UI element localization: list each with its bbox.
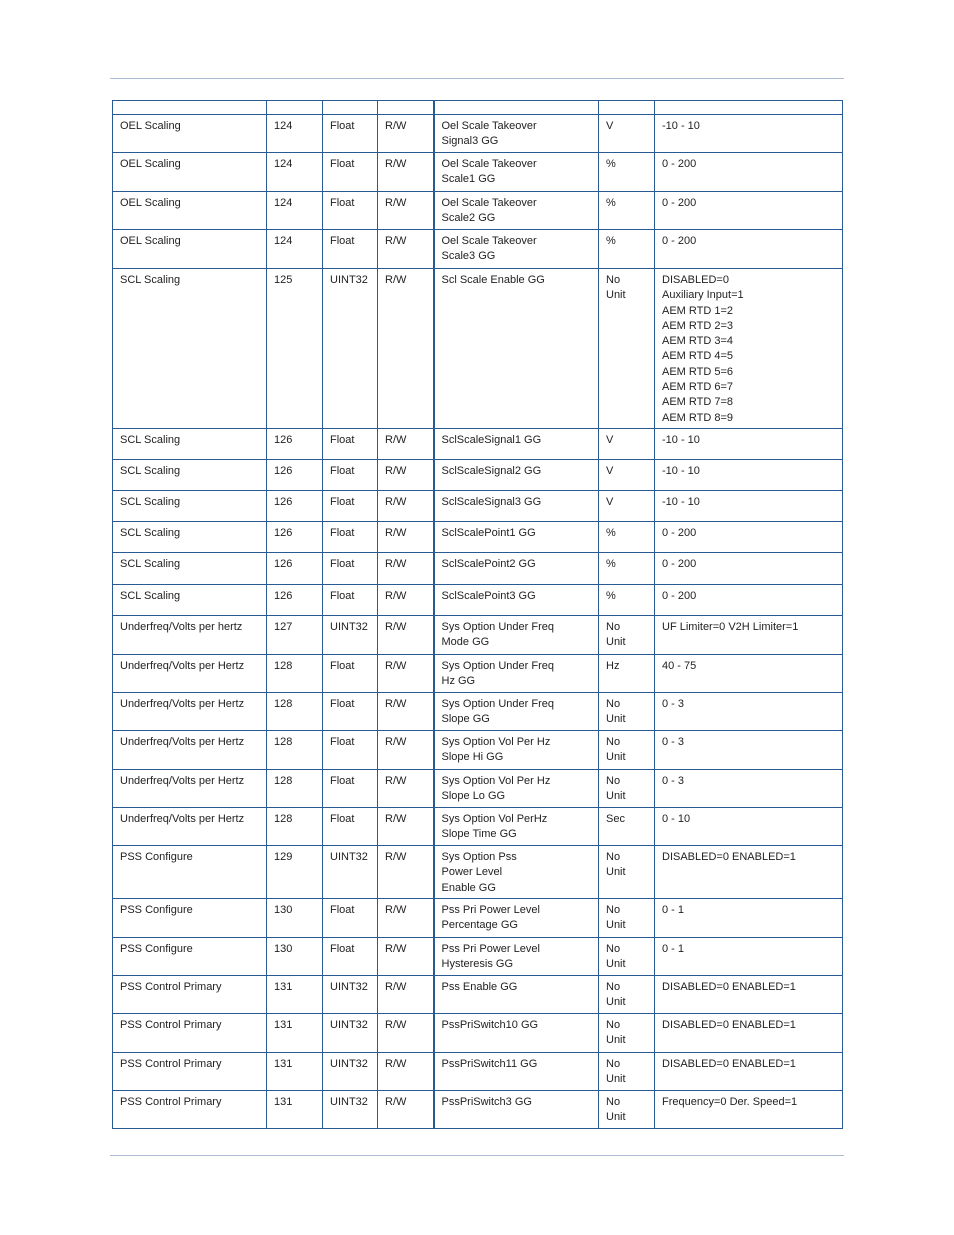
cell-type: Float [323,553,378,585]
cell-range: DISABLED=0 ENABLED=1 [655,846,843,899]
cell-range: 0 - 1 [655,899,843,938]
cell-address: 124 [267,153,323,192]
cell-type: Float [323,585,378,616]
cell-range: 40 - 75 [655,655,843,693]
cell-type: Float [323,770,378,808]
cell-range: 0 - 1 [655,938,843,976]
cell-name: Sys Option Under Freq Slope GG [434,693,599,731]
table-row [113,269,843,429]
cell-address: 128 [267,693,323,731]
table-row [113,731,843,770]
cell-group: PSS Control Primary [113,1053,267,1091]
cell-address: 126 [267,553,323,585]
cell-unit: % [599,553,655,585]
cell-access: R/W [378,899,434,938]
table-row [113,230,843,269]
table-row [113,899,843,938]
cell-name: PssPriSwitch10 GG [434,1014,599,1053]
cell-type: UINT32 [323,846,378,899]
cell-unit: No Unit [599,1091,655,1129]
table-row [113,1053,843,1091]
cell-group: Underfreq/Volts per Hertz [113,655,267,693]
header-cell-access [378,101,434,115]
cell-type: Float [323,429,378,460]
cell-type: Float [323,693,378,731]
table-header-row [113,101,843,115]
cell-range: -10 - 10 [655,491,843,522]
cell-access: R/W [378,1014,434,1053]
cell-unit: % [599,192,655,230]
cell-type: Float [323,655,378,693]
cell-access: R/W [378,976,434,1014]
cell-type: UINT32 [323,1053,378,1091]
cell-address: 129 [267,846,323,899]
cell-address: 126 [267,491,323,522]
cell-name: PssPriSwitch11 GG [434,1053,599,1091]
cell-group: SCL Scaling [113,429,267,460]
table-row [113,846,843,899]
cell-access: R/W [378,269,434,429]
cell-address: 128 [267,808,323,846]
cell-address: 125 [267,269,323,429]
cell-address: 126 [267,522,323,553]
cell-range: -10 - 10 [655,115,843,153]
cell-group: PSS Configure [113,899,267,938]
cell-unit: No Unit [599,731,655,770]
cell-group: Underfreq/Volts per Hertz [113,693,267,731]
cell-range: 0 - 200 [655,153,843,192]
cell-type: UINT32 [323,976,378,1014]
cell-range: 0 - 10 [655,808,843,846]
cell-access: R/W [378,1053,434,1091]
cell-type: Float [323,731,378,770]
cell-name: SclScaleSignal3 GG [434,491,599,522]
cell-unit: No Unit [599,938,655,976]
cell-unit: V [599,460,655,491]
table-row [113,693,843,731]
cell-group: SCL Scaling [113,522,267,553]
cell-group: OEL Scaling [113,230,267,269]
cell-access: R/W [378,846,434,899]
cell-name: Oel Scale Takeover Scale2 GG [434,192,599,230]
cell-type: Float [323,491,378,522]
cell-unit: V [599,115,655,153]
cell-name: Oel Scale Takeover Scale1 GG [434,153,599,192]
cell-address: 124 [267,115,323,153]
cell-group: OEL Scaling [113,115,267,153]
cell-range: 0 - 200 [655,230,843,269]
cell-address: 130 [267,938,323,976]
cell-type: Float [323,938,378,976]
register-table [112,100,843,1129]
cell-address: 128 [267,770,323,808]
cell-name: Pss Pri Power Level Hysteresis GG [434,938,599,976]
cell-name: SclScalePoint3 GG [434,585,599,616]
cell-name: SclScaleSignal2 GG [434,460,599,491]
cell-range: 0 - 3 [655,731,843,770]
cell-type: Float [323,153,378,192]
cell-range: 0 - 200 [655,585,843,616]
cell-access: R/W [378,115,434,153]
cell-group: SCL Scaling [113,553,267,585]
cell-group: Underfreq/Volts per Hertz [113,731,267,770]
cell-type: Float [323,115,378,153]
cell-type: Float [323,192,378,230]
cell-address: 126 [267,460,323,491]
cell-access: R/W [378,522,434,553]
table-row [113,938,843,976]
cell-access: R/W [378,655,434,693]
table-row [113,770,843,808]
table-row [113,808,843,846]
header-cell-name [434,101,599,115]
header-cell-unit [599,101,655,115]
table-row [113,553,843,585]
cell-type: UINT32 [323,1091,378,1129]
cell-group: OEL Scaling [113,153,267,192]
cell-access: R/W [378,938,434,976]
cell-access: R/W [378,693,434,731]
cell-group: SCL Scaling [113,491,267,522]
cell-range: DISABLED=0 ENABLED=1 [655,1053,843,1091]
cell-unit: % [599,585,655,616]
cell-access: R/W [378,153,434,192]
cell-group: Underfreq/Volts per hertz [113,616,267,655]
cell-name: Sys Option Pss Power Level Enable GG [434,846,599,899]
cell-unit: No Unit [599,1014,655,1053]
cell-address: 126 [267,585,323,616]
cell-unit: No Unit [599,899,655,938]
cell-name: SclScaleSignal1 GG [434,429,599,460]
cell-type: UINT32 [323,1014,378,1053]
cell-range: 0 - 3 [655,693,843,731]
cell-access: R/W [378,585,434,616]
table-row [113,460,843,491]
cell-address: 128 [267,731,323,770]
cell-group: SCL Scaling [113,585,267,616]
cell-range: -10 - 10 [655,460,843,491]
cell-address: 130 [267,899,323,938]
cell-group: SCL Scaling [113,269,267,429]
header-cell-type [323,101,378,115]
cell-type: Float [323,522,378,553]
cell-type: Float [323,808,378,846]
cell-access: R/W [378,808,434,846]
cell-unit: Hz [599,655,655,693]
table-row [113,655,843,693]
cell-type: Float [323,460,378,491]
cell-group: PSS Configure [113,846,267,899]
cell-access: R/W [378,192,434,230]
cell-range: DISABLED=0 Auxiliary Input=1 AEM RTD 1=2 AEM RTD 2=3 AEM RTD 3=4 AEM RTD 4=5 AEM RTD 5=6 AEM RTD 6=7 AEM RTD 7=8 AEM RTD 8=9 [655,269,843,429]
cell-access: R/W [378,616,434,655]
cell-group: OEL Scaling [113,192,267,230]
header-rule [110,78,844,79]
cell-unit: No Unit [599,846,655,899]
cell-group: PSS Control Primary [113,1014,267,1053]
cell-range: DISABLED=0 ENABLED=1 [655,1014,843,1053]
cell-name: Sys Option Under Freq Mode GG [434,616,599,655]
cell-range: -10 - 10 [655,429,843,460]
cell-group: Underfreq/Volts per Hertz [113,770,267,808]
cell-unit: No Unit [599,269,655,429]
cell-access: R/W [378,553,434,585]
cell-range: UF Limiter=0 V2H Limiter=1 [655,616,843,655]
cell-name: Sys Option Under Freq Hz GG [434,655,599,693]
header-cell-group [113,101,267,115]
cell-access: R/W [378,731,434,770]
cell-access: R/W [378,429,434,460]
cell-unit: V [599,429,655,460]
cell-name: Oel Scale Takeover Signal3 GG [434,115,599,153]
cell-address: 124 [267,230,323,269]
cell-name: Sys Option Vol Per Hz Slope Hi GG [434,731,599,770]
cell-access: R/W [378,491,434,522]
cell-unit: % [599,153,655,192]
cell-address: 127 [267,616,323,655]
cell-access: R/W [378,460,434,491]
cell-name: PssPriSwitch3 GG [434,1091,599,1129]
cell-group: PSS Control Primary [113,976,267,1014]
cell-unit: V [599,491,655,522]
cell-unit: No Unit [599,976,655,1014]
table-row [113,491,843,522]
header-cell-range [655,101,843,115]
cell-type: Float [323,230,378,269]
cell-range: 0 - 200 [655,553,843,585]
cell-unit: No Unit [599,1053,655,1091]
cell-name: Oel Scale Takeover Scale3 GG [434,230,599,269]
cell-range: 0 - 200 [655,522,843,553]
cell-range: 0 - 200 [655,192,843,230]
cell-address: 131 [267,1014,323,1053]
cell-access: R/W [378,230,434,269]
table-row [113,1091,843,1129]
cell-address: 126 [267,429,323,460]
cell-name: Pss Enable GG [434,976,599,1014]
cell-address: 131 [267,976,323,1014]
cell-type: UINT32 [323,616,378,655]
cell-address: 131 [267,1091,323,1129]
cell-range: DISABLED=0 ENABLED=1 [655,976,843,1014]
cell-type: Float [323,899,378,938]
cell-access: R/W [378,770,434,808]
table-row [113,616,843,655]
cell-unit: No Unit [599,616,655,655]
register-table-body [113,101,843,1129]
table-row [113,1014,843,1053]
cell-name: SclScalePoint2 GG [434,553,599,585]
cell-address: 124 [267,192,323,230]
cell-range: Frequency=0 Der. Speed=1 [655,1091,843,1129]
cell-group: SCL Scaling [113,460,267,491]
cell-group: PSS Control Primary [113,1091,267,1129]
table-row [113,192,843,230]
cell-group: Underfreq/Volts per Hertz [113,808,267,846]
table-row [113,585,843,616]
cell-address: 128 [267,655,323,693]
cell-access: R/W [378,1091,434,1129]
cell-unit: % [599,522,655,553]
footer-rule [110,1155,844,1156]
cell-range: 0 - 3 [655,770,843,808]
table-row [113,429,843,460]
cell-name: Pss Pri Power Level Percentage GG [434,899,599,938]
cell-unit: Sec [599,808,655,846]
cell-unit: % [599,230,655,269]
cell-name: Sys Option Vol Per Hz Slope Lo GG [434,770,599,808]
table-row [113,976,843,1014]
cell-group: PSS Configure [113,938,267,976]
table-row [113,153,843,192]
cell-unit: No Unit [599,770,655,808]
cell-name: Scl Scale Enable GG [434,269,599,429]
cell-name: Sys Option Vol PerHz Slope Time GG [434,808,599,846]
cell-unit: No Unit [599,693,655,731]
cell-type: UINT32 [323,269,378,429]
cell-address: 131 [267,1053,323,1091]
table-row [113,522,843,553]
table-row [113,115,843,153]
header-cell-address [267,101,323,115]
cell-name: SclScalePoint1 GG [434,522,599,553]
